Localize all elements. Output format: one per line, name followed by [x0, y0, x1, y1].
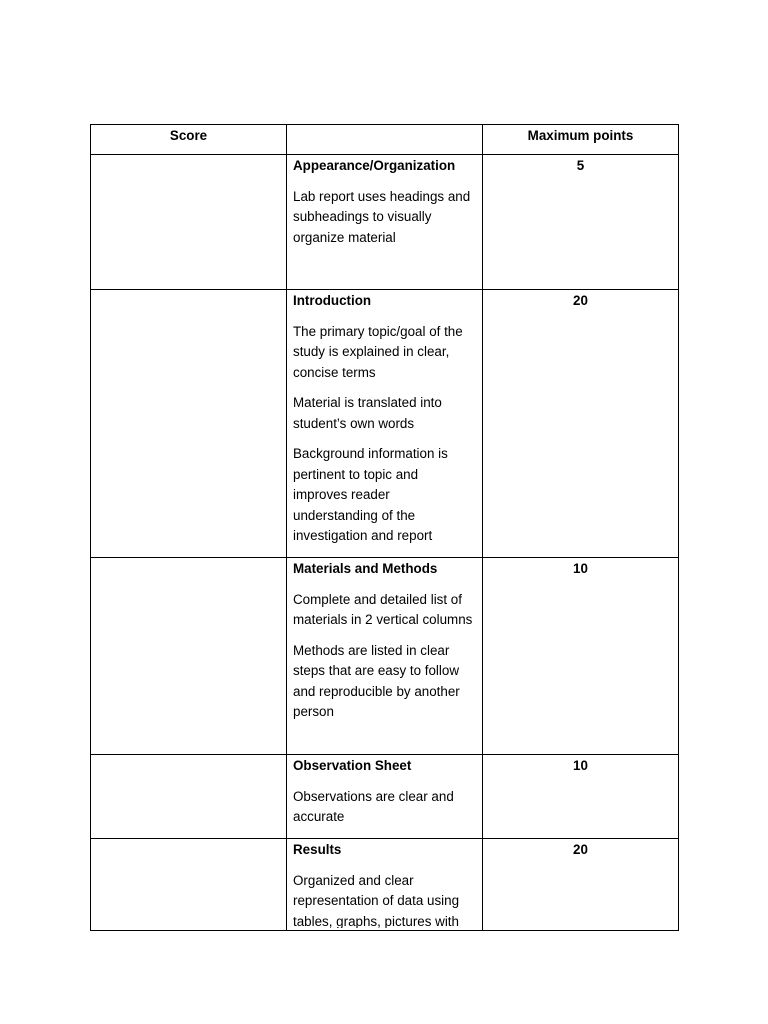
criterion-description: Organized and clear representation of data using tables, graphs, pictures with — [293, 872, 460, 928]
max-points-header: Maximum points — [483, 125, 679, 155]
criterion-description: Observations are clear and accurate — [293, 788, 454, 824]
max-points-value: 5 — [483, 155, 679, 290]
table-row — [91, 290, 679, 558]
max-points-value: 20 — [483, 290, 679, 558]
score-cell[interactable] — [91, 839, 287, 931]
criteria-header — [287, 125, 483, 155]
score-cell[interactable] — [91, 558, 287, 755]
table-row — [91, 755, 679, 839]
criteria-cell — [287, 290, 483, 558]
criterion-description: Background information is pertinent to topic and improves reader understanding of the investigation and report — [293, 446, 448, 543]
criterion-title: Appearance/Organization — [293, 158, 456, 173]
criteria-cell — [287, 155, 483, 290]
table-row — [91, 155, 679, 290]
table-row — [91, 558, 679, 755]
max-points-value: 10 — [483, 558, 679, 755]
score-cell[interactable] — [91, 290, 287, 558]
score-header: Score — [91, 125, 287, 155]
max-points-value: 10 — [483, 755, 679, 839]
criterion-description: Methods are listed in clear steps that are easy to follow and reproducible by another person — [293, 642, 460, 719]
criteria-cell — [287, 839, 483, 931]
header-row — [91, 125, 679, 155]
criteria-cell — [287, 755, 483, 839]
criteria-cell — [287, 558, 483, 755]
criterion-description: Complete and detailed list of materials in 2 vertical columns — [293, 591, 473, 627]
rubric-table — [90, 124, 679, 931]
criterion-title: Introduction — [293, 293, 372, 308]
criterion-title: Results — [293, 842, 342, 857]
score-cell[interactable] — [91, 755, 287, 839]
criterion-description: The primary topic/goal of the study is explained in clear, concise terms — [293, 323, 463, 380]
criterion-title: Observation Sheet — [293, 758, 412, 773]
max-points-value: 20 — [483, 839, 679, 931]
score-cell[interactable] — [91, 155, 287, 290]
criterion-title: Materials and Methods — [293, 561, 438, 576]
criterion-description: Material is translated into student’s own words — [293, 395, 442, 431]
table-row — [91, 839, 679, 931]
criterion-description: Lab report uses headings and subheadings to visually organize material — [293, 188, 471, 245]
criteria-clip — [293, 840, 474, 928]
